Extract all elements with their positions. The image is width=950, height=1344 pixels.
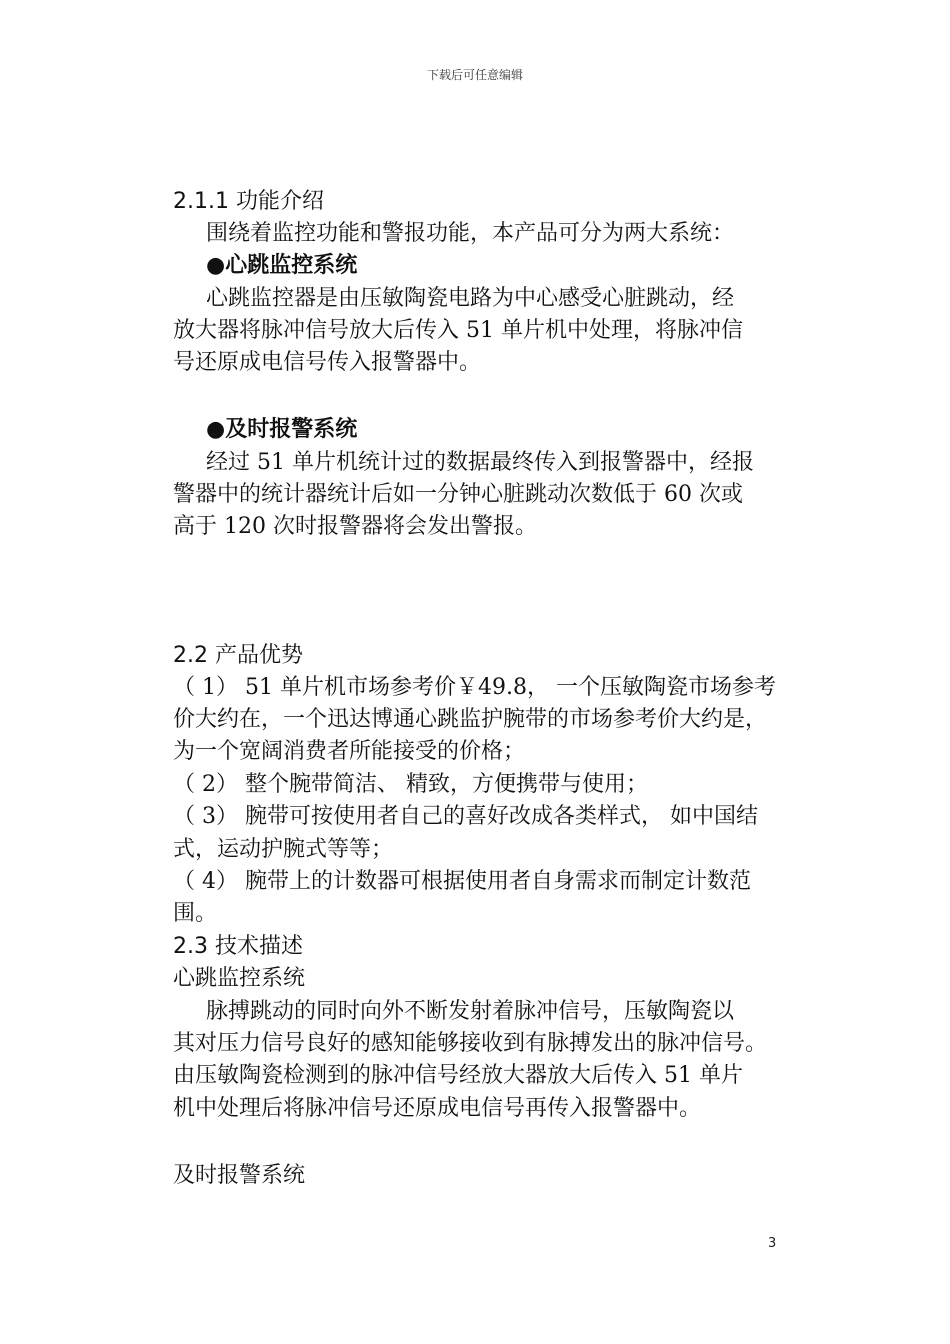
page-number: 3: [768, 1236, 777, 1251]
advantage-line-7: （ 4） 腕带上的计数器可根据使用者自身需求而制定计数范: [173, 869, 751, 894]
tech-alarm-title: 及时报警系统: [173, 1163, 306, 1188]
tech-heartbeat-line-4: 机中处理后将脉冲信号还原成电信号再传入报警器中。: [173, 1096, 702, 1121]
advantage-line-6: 式，运动护腕式等等；: [173, 837, 394, 862]
heartbeat-system-title: ●心跳监控系统: [206, 253, 358, 278]
heartbeat-line-3: 号还原成电信号传入报警器中。: [173, 350, 482, 375]
tech-heartbeat-line-3: 由压敏陶瓷检测到的脉冲信号经放大器放大后传入 51 单片: [173, 1063, 743, 1088]
alarm-line-1: 经过 51 单片机统计过的数据最终传入到报警器中，经报: [206, 450, 754, 475]
section-title-2-2: 2.2 产品优势: [173, 643, 303, 668]
advantage-line-3: 为一个宽阔消费者所能接受的价格；: [173, 739, 526, 764]
alarm-line-2: 警器中的统计器统计后如一分钟心脏跳动次数低于 60 次或: [173, 482, 743, 507]
tech-heartbeat-line-1: 脉搏跳动的同时向外不断发射着脉冲信号，压敏陶瓷以: [206, 999, 735, 1024]
advantage-line-5: （ 3） 腕带可按使用者自己的喜好改成各类样式， 如中国结: [173, 804, 758, 829]
alarm-system-title: ●及时报警系统: [206, 417, 358, 442]
advantage-line-1: （ 1） 51 单片机市场参考价￥49.8， 一个压敏陶瓷市场参考: [173, 675, 776, 700]
page-header: 下载后可任意编辑: [426, 68, 523, 82]
tech-heartbeat-line-2: 其对压力信号良好的感知能够接收到有脉搏发出的脉冲信号。: [173, 1031, 768, 1056]
tech-heartbeat-title: 心跳监控系统: [173, 966, 306, 991]
heartbeat-line-1: 心跳监控器是由压敏陶瓷电路为中心感受心脏跳动，经: [206, 286, 735, 311]
section-title-2-1-1: 2.1.1 功能介绍: [173, 189, 324, 214]
advantage-line-8: 围。: [173, 901, 218, 926]
alarm-line-3: 高于 120 次时报警器将会发出警报。: [173, 514, 537, 539]
intro-paragraph: 围绕着监控功能和警报功能，本产品可分为两大系统：: [206, 221, 735, 246]
heartbeat-line-2: 放大器将脉冲信号放大后传入 51 单片机中处理，将脉冲信: [173, 318, 743, 343]
advantage-line-2: 价大约在，一个迅达博通心跳监护腕带的市场参考价大约是，: [173, 707, 768, 732]
section-title-2-3: 2.3 技术描述: [173, 934, 303, 959]
advantage-line-4: （ 2） 整个腕带简洁、 精致，方便携带与使用；: [173, 772, 648, 797]
